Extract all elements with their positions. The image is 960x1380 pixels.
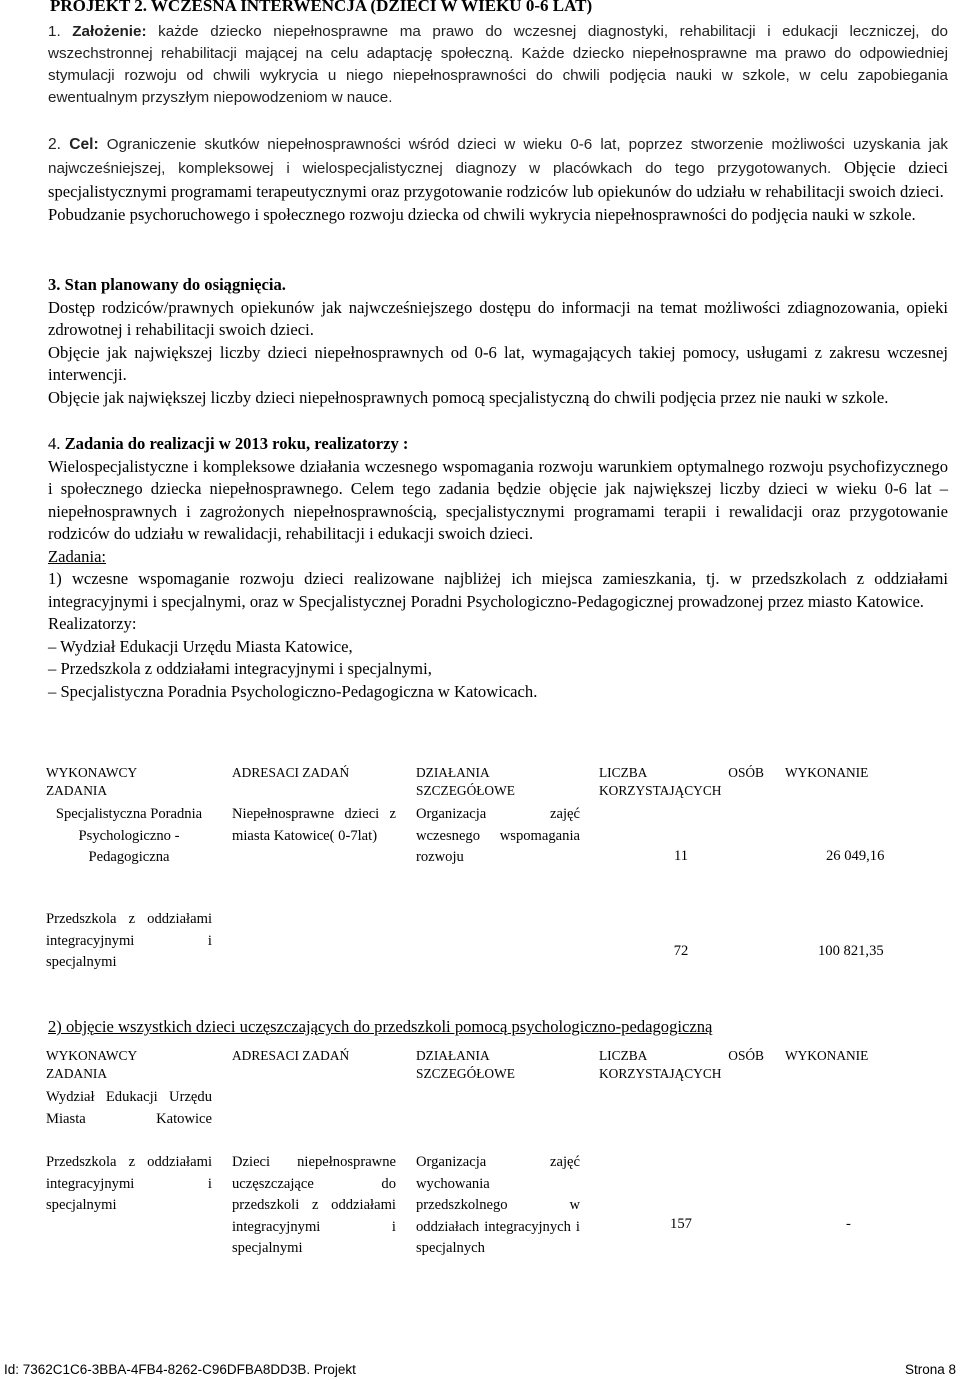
table-2 [46, 1047, 946, 1307]
stan-paragraph-3: Objęcie jak największej liczby dzieci niepełnosprawnych pomocą specjalistyczną do chwili podjęcia przez nie nauki w szkole. [48, 387, 889, 407]
header-liczba: LICZBA OSÓB KORZYSTAJĄCYCH [599, 765, 764, 798]
table-cell-wykonanie: - [846, 1216, 851, 1232]
document-id: Id: 7362C1C6-3BBA-4FB4-8262-C96DFBA8DD3B. Projekt [4, 1362, 356, 1377]
table-cell-wykonanie: 26 049,16 [826, 848, 885, 864]
cel-paragraph-2: Pobudzanie psychoruchowego i społecznego rozwoju dziecka od chwili wykrycia niepełnosprawności do podjęcia nauki w szkole. [48, 204, 916, 224]
header-wykonawcy: WYKONAWCY ZADANIA [46, 1048, 137, 1081]
realizatorzy-label: Realizatorzy: [48, 614, 137, 633]
stan-heading: 3. Stan planowany do osiągnięcia. [48, 275, 286, 294]
header-liczba: LICZBA OSÓB KORZYSTAJĄCYCH [599, 1048, 764, 1081]
zalozenie-paragraph [48, 21, 948, 87]
table-cell-liczba: 11 [673, 848, 689, 864]
section-zadania [48, 433, 948, 703]
page-number: Strona 8 [904, 1362, 956, 1377]
cel-text: Ograniczenie skutków niepełnosprawności wśród dzieci w wieku 0-6 lat, poprzez stworzenie możliwości uzyskania jak najwcześniejszej, kompleksowej i wielospecjalistycznej diagnozy w placówkach do tego przygotowanych. [48, 136, 949, 177]
section-stan-planowany [48, 274, 948, 409]
cel-paragraph [48, 132, 948, 204]
realizator-item: – Specjalistyczna Poradnia Psychologiczno-Pedagogiczna w Katowicach. [48, 681, 538, 701]
stan-paragraph-1: Dostęp rodziców/prawnych opiekunów jak najwcześniejszego dostępu do informacji na temat możliwości zdiagnozowania, opieki zdrowotnej i rehabilitacji swoich dzieci. [48, 297, 948, 339]
cel-heading: Cel: [69, 136, 99, 153]
table-cell-dzialania: Organizacja zajęć wczesnego wspomagania rozwoju [416, 806, 580, 865]
table-cell-liczba: 72 [673, 943, 689, 959]
table-cell-wykonawca: Wydział Edukacji Urzędu Miasta Katowice [46, 1089, 212, 1127]
table-cell-wykonawca: Przedszkola z oddziałami integracyjnymi i specjalnymi [46, 1154, 212, 1213]
zadania-heading: Zadania do realizacji w 2013 roku, realizatorzy : [64, 434, 409, 453]
page-title: PROJEKT 2. WCZESNA INTERWENCJA (DZIECI W WIEKU 0-6 LAT) [50, 0, 593, 15]
table-cell-adresaci: Dzieci niepełnosprawne uczęszczające do przedszkoli z oddziałami integracyjnymi i specjalnymi [232, 1154, 396, 1256]
table-cell-wykonanie: 100 821,35 [818, 943, 884, 959]
realizator-item: – Przedszkola z oddziałami integracyjnymi i specjalnymi, [48, 659, 432, 678]
table-1 [46, 764, 946, 994]
zadania-heading-line [48, 433, 948, 456]
section-number: 2. [48, 136, 70, 153]
section-number: 1. [48, 23, 73, 40]
zadania-body: Wielospecjalistyczne i kompleksowe działania wczesnego wspomagania rozwoju warunkiem optymalnego rozwoju psychofizycznego i społecznego dziecka niepełnosprawnego. Celem tego zadania będzie objęcie jak największej liczby dzieci w wieku 0-6 lat – niepełnosprawnych i zagrożonych niepełnosprawnością, specjalistycznymi programami terapii i rewalidacji oraz przygotowanie rodziców do udziału w rewalidacji, rehabilitacji i edukacji swoich dzieci. [48, 456, 948, 543]
realizator-item: – Wydział Edukacji Urzędu Miasta Katowice, [48, 636, 353, 656]
table-cell-adresaci: Niepełnosprawne dzieci z miasta Katowice( 0-7lat) [232, 806, 396, 844]
header-wykonanie: WYKONANIE [785, 1048, 869, 1063]
table-cell-wykonawca: Specjalistyczna Poradnia Psychologiczno - Pedagogiczna [55, 806, 203, 865]
header-adresaci: ADRESACI ZADAŃ [232, 765, 350, 780]
cel-text-2: Objęcie dzieci specjalistycznymi programami terapeutycznymi oraz przygotowanie rodziców lub opiekunów do udziału w rehabilitacji swoich dzieci. [48, 158, 948, 201]
task-2: 2) objęcie wszystkich dzieci uczęszczających do przedszkoli pomocą psychologiczno-pedagogiczną [48, 1017, 713, 1036]
header-wykonawcy: WYKONAWCY ZADANIA [46, 765, 137, 798]
table-cell-liczba: 157 [670, 1216, 692, 1232]
task-1: 1) wczesne wspomaganie rozwoju dzieci realizowane najbliżej ich miejsca zamieszkania, tj. w przedszkolach z oddziałami integracyjnymi i specjalnymi, oraz w Specjalistycznej Poradni Psychologiczno-Pedagogicznej prowadzonej przez miasto Katowice. [48, 569, 948, 611]
zalozenie-last-line: ewentualnym przyszłym niepowodzeniom w nauce. [48, 89, 393, 106]
section-cel [48, 132, 948, 226]
section-number: 4. [48, 434, 65, 453]
zalozenie-heading: Założenie: [72, 23, 147, 40]
table-cell-wykonawca: Przedszkola z oddziałami integracyjnymi i specjalnymi [46, 911, 212, 970]
table-cell-dzialania: Organizacja zajęć wychowania przedszkolnego w oddziałach integracyjnych i specjalnych [416, 1154, 580, 1256]
header-dzialania: DZIAŁANIA SZCZEGÓŁOWE [416, 1048, 515, 1081]
header-dzialania: DZIAŁANIA SZCZEGÓŁOWE [416, 765, 515, 798]
header-adresaci: ADRESACI ZADAŃ [232, 1048, 350, 1063]
header-wykonanie: WYKONANIE [785, 765, 869, 780]
stan-paragraph-2: Objęcie jak największej liczby dzieci niepełnosprawnych od 0-6 lat, wymagających takiej pomocy, usługami z zakresu wczesnej interwencji. [48, 342, 948, 384]
section-zalozenie [48, 21, 948, 109]
zadania-label: Zadania: [48, 546, 107, 566]
zalozenie-text: każde dziecko niepełnosprawne ma prawo do wczesnej diagnostyki, rehabilitacji i edukacji leczniczej, do wszechstronnej rehabilitacji mającej na celu adaptację społeczną. Każde dziecko niepełnosprawne ma prawo do odpowiedniej stymulacji rozwoju od chwili wykrycia u niego niepełnosprawności do chwili podjęcia nauki w szkole, w celu zapobiegania [48, 23, 948, 84]
